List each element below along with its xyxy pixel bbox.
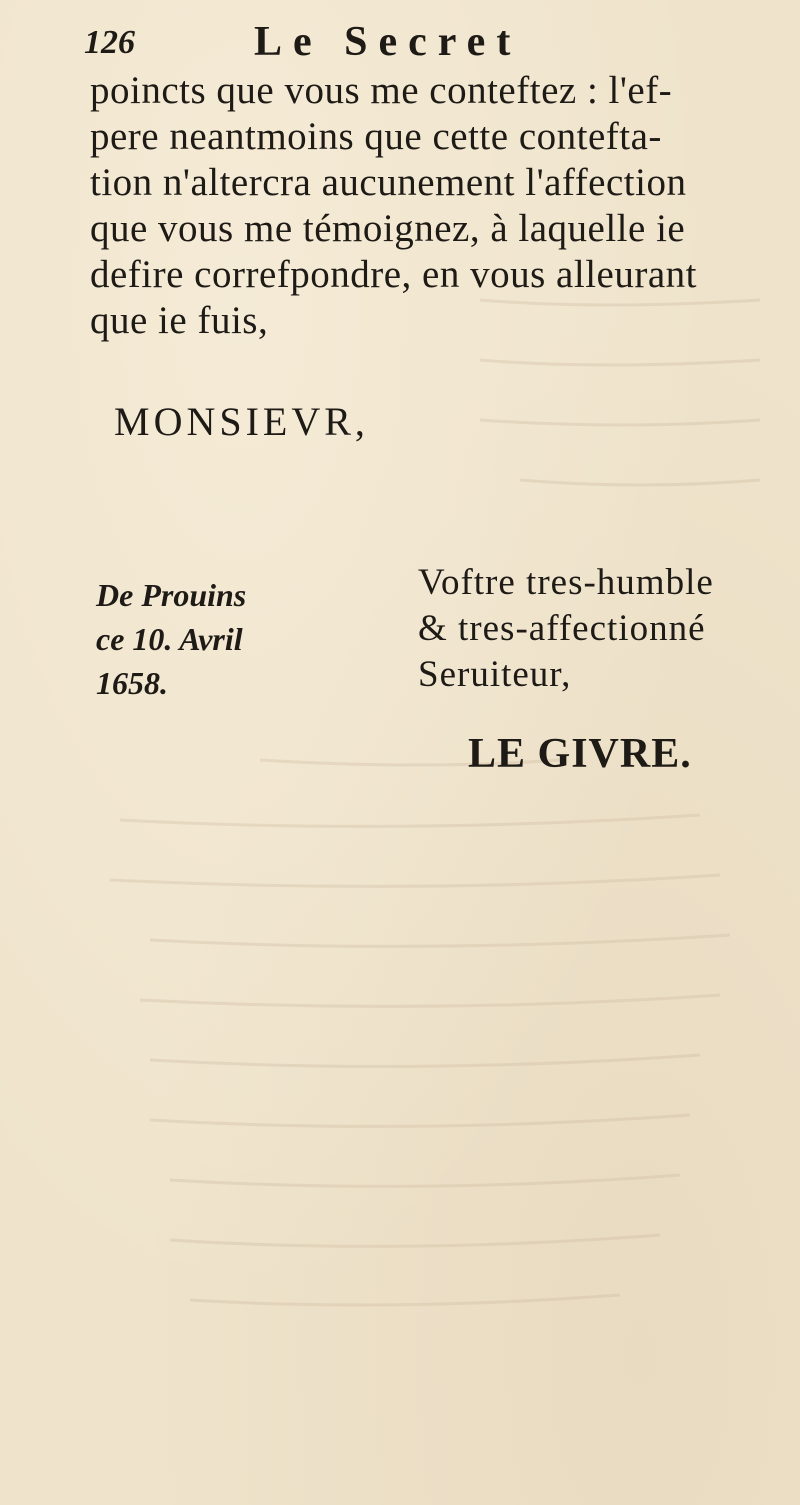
body-line: defire correfpondre, en vous alleurant bbox=[90, 253, 697, 296]
body-line: pere neantmoins que cette contefta- bbox=[90, 115, 662, 158]
body-line: que vous me témoignez, à laquelle ie bbox=[90, 207, 686, 250]
closing-line: & tres-affectionné bbox=[418, 608, 706, 649]
dateline bbox=[96, 573, 246, 705]
page-number: 126 bbox=[84, 24, 135, 61]
body-line: tion n'altercra aucunement l'affection bbox=[90, 161, 687, 204]
closing-line: Seruiteur, bbox=[418, 654, 572, 695]
salutation: MONSIEVR, bbox=[114, 399, 369, 444]
dateline-place: De Prouins bbox=[96, 577, 247, 613]
closing-formula bbox=[418, 560, 714, 698]
page-header bbox=[84, 18, 604, 68]
running-head: Le Secret bbox=[254, 19, 522, 65]
dateline-year: 1658. bbox=[96, 665, 168, 701]
body-line: que ie fuis, bbox=[90, 299, 269, 342]
closing-line: Voftre tres-humble bbox=[418, 562, 714, 603]
body-line: poincts que vous me conteftez : l'ef- bbox=[90, 69, 673, 112]
letter-body bbox=[90, 68, 740, 344]
dateline-date: ce 10. Avril bbox=[96, 621, 243, 657]
signature: LE GIVRE. bbox=[468, 731, 692, 777]
